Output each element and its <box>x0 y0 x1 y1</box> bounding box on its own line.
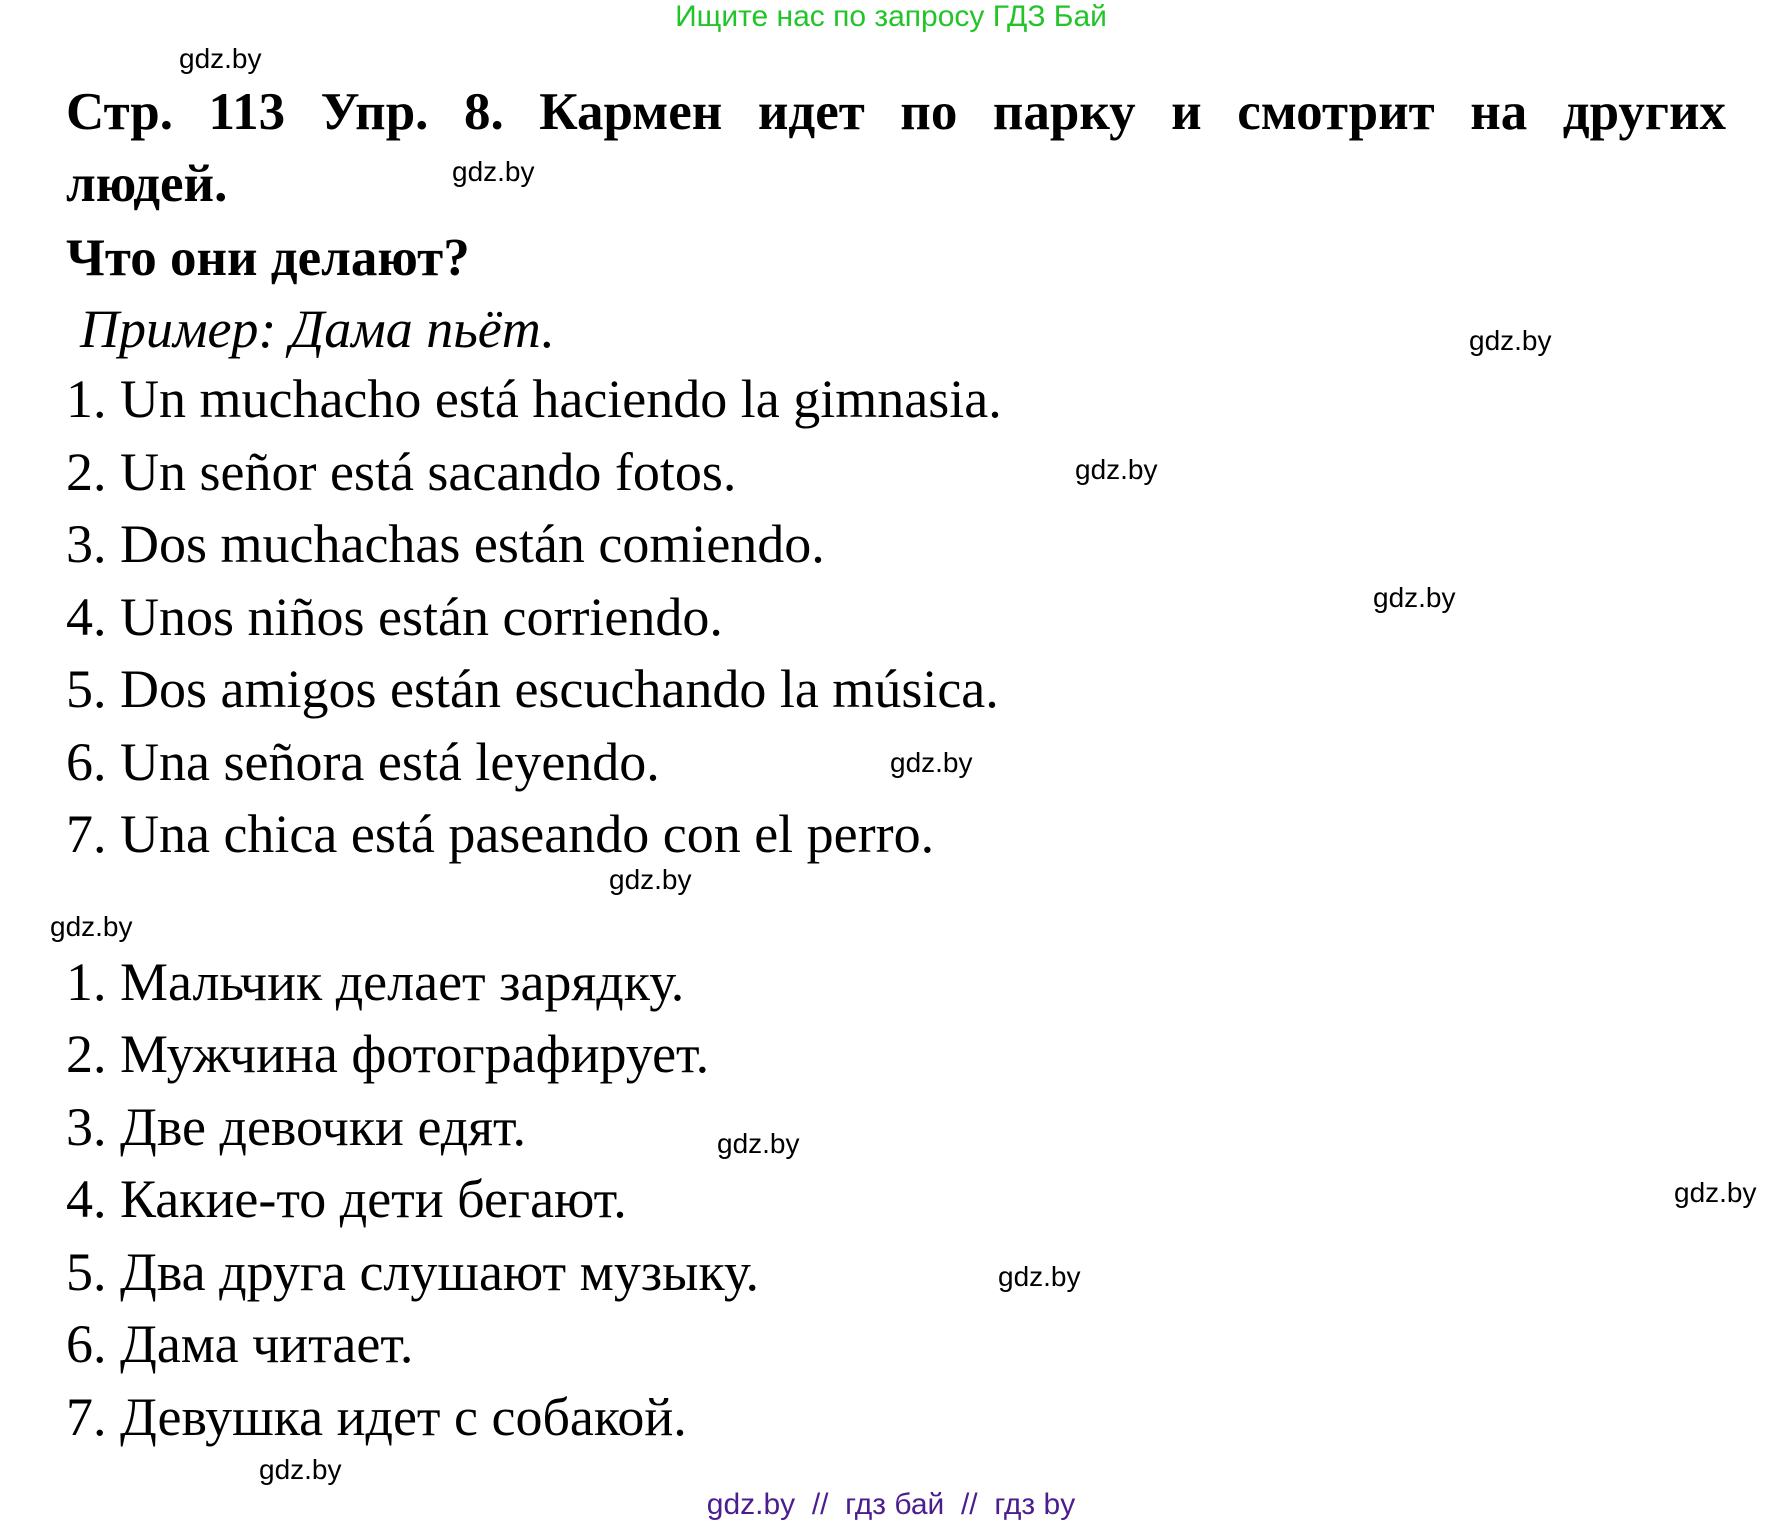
spanish-answer: 2. Un señor está sacando fotos. <box>66 442 737 502</box>
exercise-title-cont: людей. <box>66 155 228 213</box>
russian-translation: 4. Какие-то дети бегают. <box>66 1169 627 1229</box>
spanish-answer: 7. Una chica está paseando con el perro. <box>66 804 935 864</box>
watermark: gdz.by <box>998 1261 1081 1292</box>
russian-translation: 1. Мальчик делает зарядку. <box>66 952 685 1012</box>
russian-translation: 2. Мужчина фотографирует. <box>66 1024 710 1084</box>
spanish-answer: 5. Dos amigos están escuchando la música. <box>66 659 999 719</box>
russian-translation: 6. Дама читает. <box>66 1314 414 1374</box>
exercise-title: Стр. 113 Упр. 8. Кармен идет по парку и смотрит на других <box>66 83 1726 141</box>
russian-translation: 7. Девушка идет с собакой. <box>66 1387 687 1447</box>
russian-translation: 3. Две девочки едят. <box>66 1097 527 1157</box>
watermark: gdz.by <box>259 1454 342 1485</box>
spanish-answer: 1. Un muchacho está haciendo la gimnasia. <box>66 369 1002 429</box>
watermark: gdz.by <box>717 1128 800 1159</box>
watermark: gdz.by <box>179 43 262 74</box>
watermark: gdz.by <box>609 864 692 895</box>
footer-links <box>0 1488 1782 1522</box>
watermark: gdz.by <box>1373 582 1456 613</box>
watermark: gdz.by <box>1075 454 1158 485</box>
search-banner: Ищите нас по запросу ГДЗ Бай <box>675 0 1107 33</box>
watermark: gdz.by <box>890 747 973 778</box>
exercise-question: Что они делают? <box>66 229 470 287</box>
watermark: gdz.by <box>1469 325 1552 356</box>
spanish-answer: 3. Dos muchachas están comiendo. <box>66 514 825 574</box>
footer-text: gdz.by // гдз бай // гдз by <box>706 1488 1076 1521</box>
example-text: Пример: Дама пьёт. <box>80 299 555 359</box>
watermark: gdz.by <box>1674 1177 1757 1208</box>
watermark: gdz.by <box>452 156 535 187</box>
watermark: gdz.by <box>50 911 133 942</box>
spanish-answer: 4. Unos niños están corriendo. <box>66 587 723 647</box>
russian-translation: 5. Два друга слушают музыку. <box>66 1242 760 1302</box>
spanish-answer: 6. Una señora está leyendo. <box>66 732 660 792</box>
